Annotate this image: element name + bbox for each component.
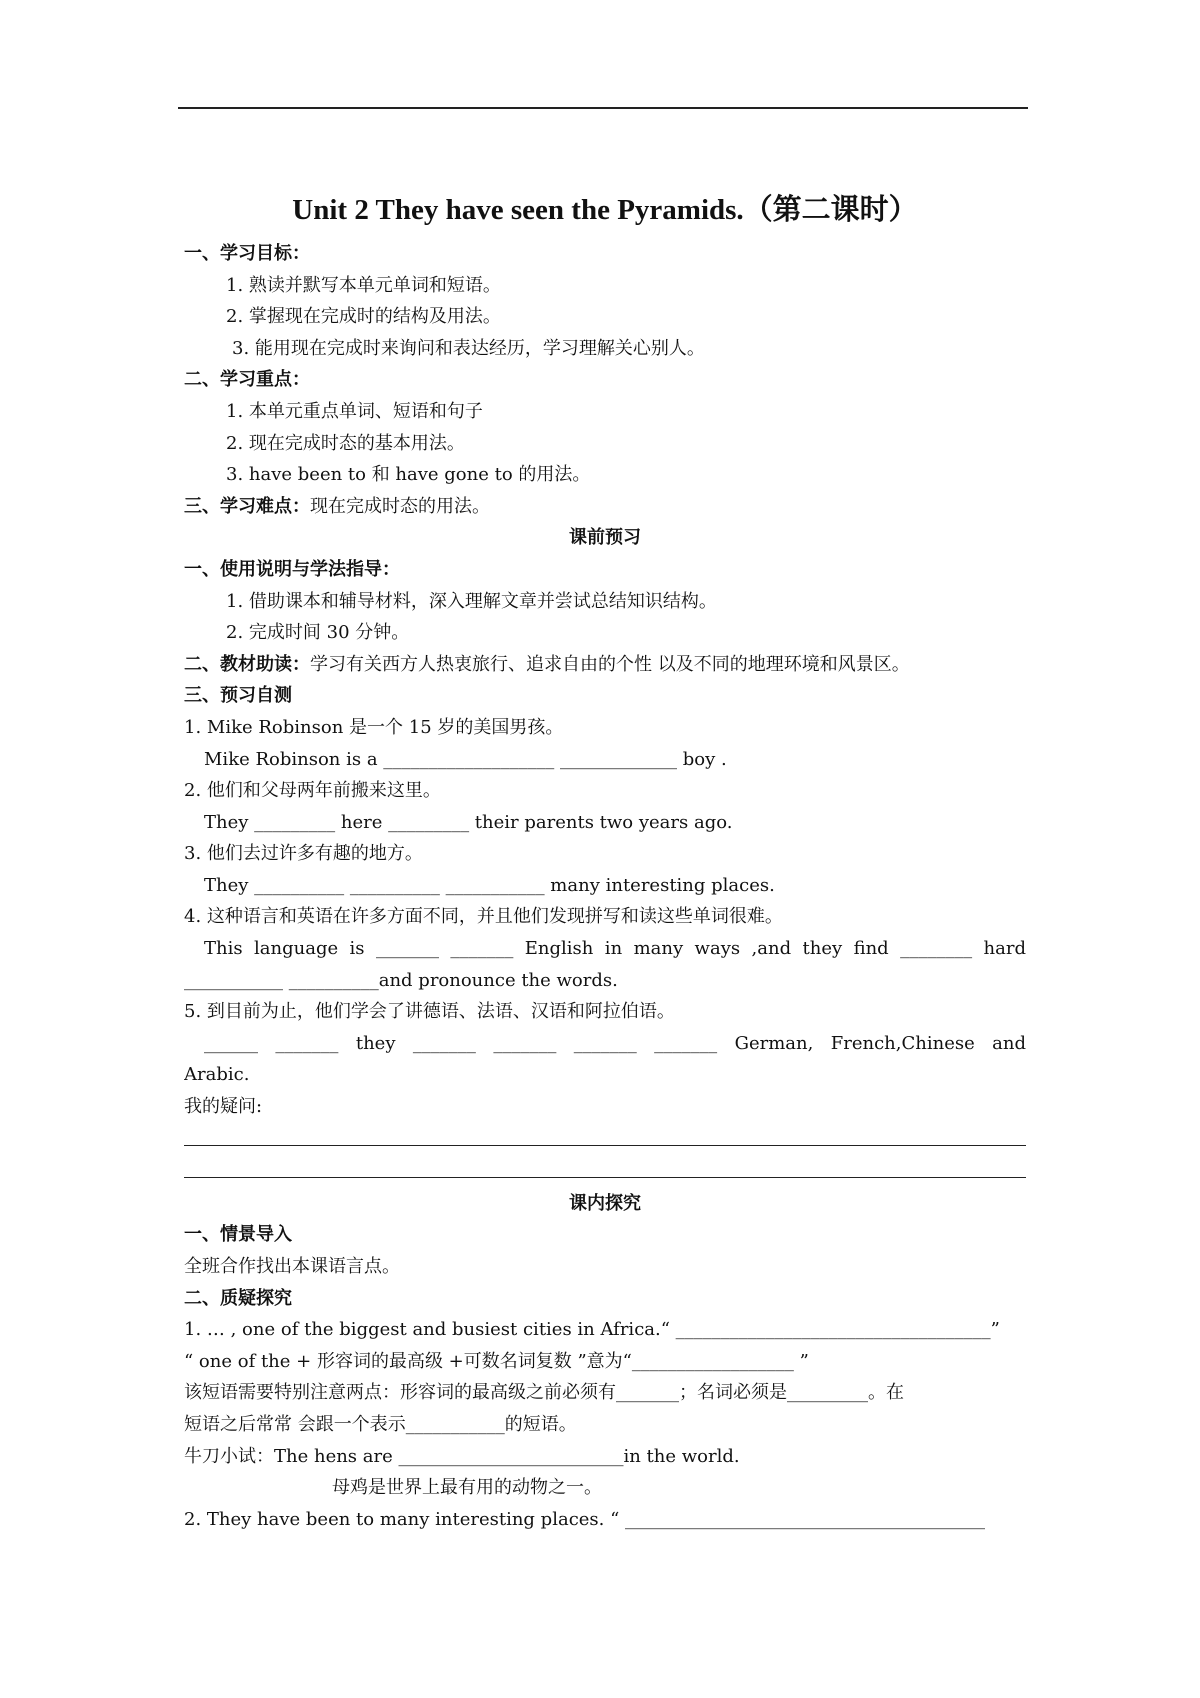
answer-blank-line [184, 1123, 1026, 1146]
answer-blank-line [184, 1155, 1026, 1178]
objectives-heading: 一、学习目标： [184, 243, 310, 264]
header-rule [178, 107, 1028, 109]
question-1-cn: 1. Mike Robinson 是一个 15 岁的美国男孩。 [184, 716, 564, 738]
question-3-cn: 3. 他们去过许多有趣的地方。 [184, 843, 423, 865]
difficulty-line [184, 491, 1026, 523]
reading-line [184, 649, 1026, 681]
question-3-en: They __________ __________ ___________ many interesting places. [204, 874, 775, 896]
inquiry-point-1-meaning: “ one of the + 形容词的最高级 +可数名词复数 ”意为“__________________ ” [184, 1350, 809, 1372]
question-4-en-line-1: This language is _______ _______ English in many ways ,and they find ________ hard [204, 938, 1026, 960]
question-5-en-line-1: ______ _______ they _______ _______ _______ _______ German, French,Chinese and [204, 1032, 1026, 1054]
question-1-en: Mike Robinson is a ___________________ _____________ boy . [204, 748, 727, 770]
question-2-cn: 2. 他们和父母两年前搬来这里。 [184, 780, 441, 802]
intro-text: 全班合作找出本课语言点。 [184, 1256, 400, 1277]
intro-heading: 一、情景导入 [184, 1224, 292, 1246]
reading-heading: 二、教材助读： [184, 653, 310, 675]
question-5-cn: 5. 到目前为止，他们学会了讲德语、法语、汉语和阿拉伯语。 [184, 1001, 675, 1023]
key-point-item: 1. 本单元重点单词、短语和句子 [226, 400, 483, 422]
objective-item: 3. 能用现在完成时来询问和表达经历，学习理解关心别人。 [232, 337, 705, 359]
guide-item: 2. 完成时间 30 分钟。 [226, 622, 410, 644]
questions-label: 我的疑问: [184, 1096, 263, 1118]
guide-item: 1. 借助课本和辅导材料，深入理解文章并尝试总结知识结构。 [226, 590, 717, 612]
question-2-en: They _________ here _________ their parents two years ago. [204, 811, 733, 833]
practice-sentence: 牛刀小试：The hens are _________________________in the world. [184, 1445, 740, 1467]
objective-item: 2. 掌握现在完成时的结构及用法。 [226, 306, 501, 328]
question-4-cn: 4. 这种语言和英语在许多方面不同，并且他们发现拼写和读这些单词很难。 [184, 906, 783, 928]
inquiry-point-1: 1. … , one of the biggest and busiest cities in Africa.“ ___________________________________” [184, 1319, 1000, 1341]
page-title: Unit 2 They have seen the Pyramids.（第二课时） [292, 194, 918, 226]
inquiry-point-1-note: 该短语需要特别注意两点：形容词的最高级之前必须有_______；名词必须是_________。在 [184, 1382, 904, 1404]
question-4-en-line-2: ___________ __________and pronounce the words. [184, 969, 618, 991]
explore-heading: 课内探究 [569, 1192, 641, 1214]
difficulty-heading: 三、学习难点： [184, 495, 310, 517]
inquiry-point-1-note-cont: 短语之后常常 会跟一个表示___________的短语。 [184, 1413, 577, 1435]
question-5-en-line-2: Arabic. [184, 1064, 250, 1086]
key-point-item: 3. have been to 和 have gone to 的用法。 [226, 464, 591, 486]
inquiry-point-2: 2. They have been to many interesting places. “ ________________________________________ [184, 1508, 986, 1530]
practice-translation: 母鸡是世界上最有用的动物之一。 [332, 1477, 602, 1499]
difficulty-text: 现在完成时态的用法。 [310, 495, 490, 517]
objective-item: 1. 熟读并默写本单元单词和短语。 [226, 274, 501, 296]
preview-heading: 课前预习 [569, 527, 641, 549]
self-test-heading: 三、预习自测 [184, 685, 292, 707]
reading-text: 学习有关西方人热衷旅行、追求自由的个性 以及不同的地理环境和风景区。 [310, 653, 910, 675]
worksheet [184, 186, 1026, 1535]
guide-heading: 一、使用说明与学法指导： [184, 558, 400, 580]
key-points-heading: 二、学习重点： [184, 369, 310, 391]
inquiry-heading: 二、质疑探究 [184, 1287, 292, 1309]
key-point-item: 2. 现在完成时态的基本用法。 [226, 432, 465, 454]
